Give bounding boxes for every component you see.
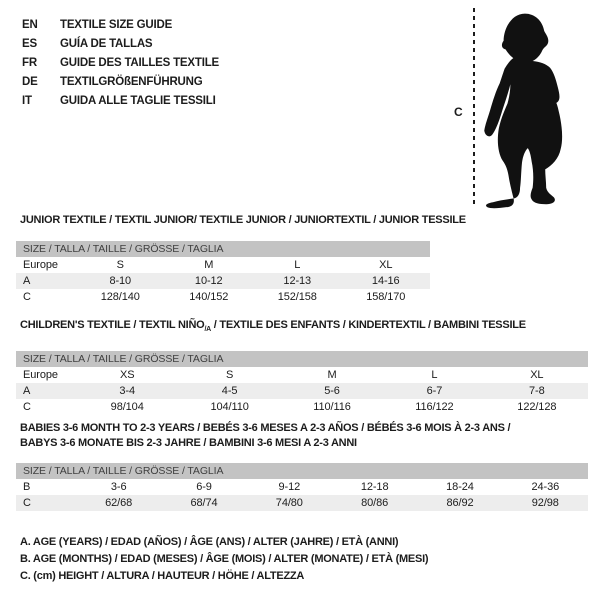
table-cell: 74/80 — [275, 497, 303, 509]
section-title-text: JUNIOR TEXTILE / TEXTIL JUNIOR/ TEXTILE JUNIOR / JUNIORTEXTIL / JUNIOR TESSILE — [20, 214, 466, 226]
legend-line: B. AGE (MONTHS) / EDAD (MESES) / ÂGE (MOIS) / ALTER (MONATE) / ETÀ (MESI) — [20, 553, 429, 565]
table-cell: 92/98 — [531, 497, 559, 509]
table-cell: 104/110 — [210, 401, 249, 414]
size-table-header-bar: SIZE / TALLA / TAILLE / GRÖSSE / TAGLIA — [16, 241, 430, 257]
row-label: Europe — [23, 369, 58, 382]
table-cell: 9-12 — [278, 481, 301, 493]
language-title-block — [22, 15, 219, 110]
table-cell: 152/158 — [277, 291, 317, 303]
height-measure-dashed-line — [473, 8, 475, 206]
table-cell: M — [204, 259, 214, 271]
table-cell: 158/170 — [366, 291, 406, 303]
toddler-silhouette-image — [478, 2, 595, 210]
table-cell: 6-9 — [196, 481, 212, 493]
language-row — [22, 53, 219, 72]
row-label: C — [23, 291, 31, 303]
table-row — [16, 289, 430, 305]
row-label: A — [23, 275, 31, 287]
section-junior-textile — [16, 213, 466, 305]
language-row — [22, 34, 219, 53]
table-cell: S — [225, 369, 234, 382]
table-cell: 12-18 — [360, 481, 389, 493]
language-row — [22, 15, 219, 34]
table-cell: 4-5 — [221, 385, 238, 398]
table-cell: 14-16 — [371, 275, 400, 287]
legend-line: A. AGE (YEARS) / EDAD (AÑOS) / ÂGE (ANS) / ALTER (JAHRE) / ETÀ (ANNI) — [20, 536, 399, 548]
table-cell: 6-7 — [426, 385, 443, 398]
table-cell: 86/92 — [446, 497, 474, 509]
table-cell: 80/86 — [361, 497, 389, 509]
size-table-body — [16, 479, 588, 511]
guide-title-label: TEXTILGRÖßENFÜHRUNG — [60, 75, 203, 88]
table-row — [16, 273, 430, 289]
language-code: EN — [22, 18, 38, 31]
table-cell: 98/104 — [110, 401, 144, 414]
size-table-body — [16, 257, 430, 305]
table-cell: 8-10 — [109, 275, 132, 287]
section-title-text: /A — [204, 326, 211, 334]
guide-title-label: GUÍA DE TALLAS — [60, 37, 153, 50]
height-measure-label: C — [454, 105, 463, 119]
section-title-text: / TEXTILE DES ENFANTS / KINDERTEXTIL / BAMBINI TESSILE — [210, 319, 526, 331]
table-cell: L — [431, 369, 438, 382]
section-babies-textile — [16, 421, 588, 511]
section-title-line — [20, 318, 588, 337]
section-title — [20, 318, 588, 337]
guide-title-label: GUIDE DES TAILLES TEXTILE — [60, 56, 219, 69]
section-title-line — [20, 436, 588, 451]
babies-size-table — [16, 463, 588, 511]
table-cell: XL — [379, 259, 393, 271]
guide-title-label: GUIDA ALLE TAGLIE TESSILI — [60, 94, 216, 107]
table-cell: S — [116, 259, 124, 271]
table-row — [16, 367, 588, 383]
table-cell: 10-12 — [194, 275, 223, 287]
table-row — [16, 399, 588, 415]
table-cell: 116/122 — [415, 401, 454, 414]
section-title-text: BABIES 3-6 MONTH TO 2-3 YEARS / BEBÉS 3-6 MESES A 2-3 AÑOS / BÉBÉS 3-6 MOIS À 2-3 ANS / — [20, 422, 511, 434]
row-label: A — [23, 385, 31, 398]
table-cell: 12-13 — [283, 275, 312, 287]
table-cell: 68/74 — [190, 497, 218, 509]
language-code: FR — [22, 56, 37, 69]
table-cell: 122/128 — [517, 401, 557, 414]
junior-size-table — [16, 241, 430, 305]
section-title-line — [20, 213, 466, 228]
table-row — [16, 479, 588, 495]
language-code: DE — [22, 75, 38, 88]
section-title — [20, 421, 588, 451]
table-cell: M — [327, 369, 337, 382]
size-table-body — [16, 367, 588, 415]
table-cell: 140/152 — [189, 291, 229, 303]
table-cell: XL — [530, 369, 544, 382]
table-cell: 5-6 — [324, 385, 340, 398]
guide-title-label: TEXTILE SIZE GUIDE — [60, 18, 173, 31]
size-table-header-bar: SIZE / TALLA / TAILLE / GRÖSSE / TAGLIA — [16, 351, 588, 367]
table-cell: 3-6 — [110, 481, 127, 493]
section-title-text: BABYS 3-6 MONATE BIS 2-3 JAHRE / BAMBINI 3-6 MESI A 2-3 ANNI — [20, 437, 357, 449]
table-cell: L — [294, 259, 301, 271]
size-table-header-bar: SIZE / TALLA / TAILLE / GRÖSSE / TAGLIA — [16, 463, 588, 479]
table-row — [16, 383, 588, 399]
table-cell: XS — [119, 369, 135, 382]
table-cell: 7-8 — [529, 385, 545, 398]
table-row — [16, 495, 588, 511]
row-label: C — [23, 497, 31, 509]
section-title — [20, 213, 466, 228]
row-label: C — [23, 401, 31, 414]
row-label: Europe — [23, 259, 58, 271]
table-cell: 128/140 — [100, 291, 140, 303]
section-title-text: CHILDREN'S TEXTILE / TEXTIL NIÑO — [20, 319, 205, 331]
table-cell: 62/68 — [105, 497, 133, 509]
section-title-line — [20, 421, 588, 436]
language-code: ES — [22, 37, 37, 50]
row-label: B — [23, 481, 31, 493]
table-cell: 24-36 — [531, 481, 560, 493]
table-cell: 18-24 — [446, 481, 474, 493]
table-cell: 3-4 — [119, 385, 135, 398]
childrens-size-table — [16, 351, 588, 415]
legend-line: C. (cm) HEIGHT / ALTURA / HAUTEUR / HÖHE / ALTEZZA — [20, 570, 305, 582]
table-cell: 110/116 — [313, 401, 351, 414]
language-row — [22, 72, 219, 91]
table-row — [16, 257, 430, 273]
language-code: IT — [22, 94, 32, 107]
language-row — [22, 91, 219, 110]
measure-legend-block — [20, 534, 428, 585]
section-childrens-textile — [16, 318, 588, 415]
